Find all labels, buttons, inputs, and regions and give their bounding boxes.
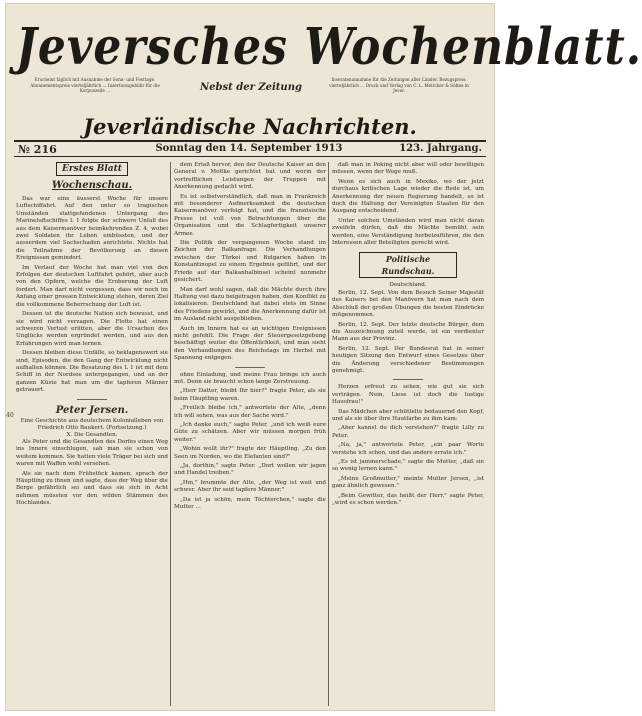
divider <box>77 399 107 400</box>
serial-paragraph: „Beim Gewitter, das heißt der Herr," sagte Peter, „wird es schon werden." <box>332 492 484 507</box>
divider <box>235 367 265 368</box>
margin-number: 40 <box>6 412 14 419</box>
column-2 <box>174 162 326 706</box>
top-rule <box>14 140 486 142</box>
article-paragraph: Das war eine äusserst Woche für unsere Luftschiffahrt. Auf den unter so tragischen Umständen stattgefundenen Untergang des Marineluftschiffes L 1 folgte der schwere Unfall des aus dem Kaisermanöver heimkehrenden Z. 4, wobei zwei Soldaten ihr Leben einbüssten, und der ausserdem viel Sachschaden anrichtete. Nichts hat die Teilnahme der Bevölkerung an diesen Ereignissen gemindert. <box>16 196 168 262</box>
article-paragraph: Auch im Innern hat es an wichtigen Ereignissen nicht gefehlt. Die Frage der Steuergesetzgebung beschäftigt weiter die Öffentlichkeit, und man sieht den Verhandlungen des Reichstags im Herbst mit Spannung entgegen. <box>174 325 326 362</box>
serial-paragraph: Als sie nach dem Frühstück kamen, sprach der Häuptling zu ihnen und sagte, dass der Weg über die Berge gefährlich sei und dass sie sich in Acht nehmen müssten vor den wilden Stämmen des Hochlandes. <box>16 470 168 507</box>
serial-paragraph: „Aber kannst du dich verstehen?" fragte Lilly zu Peter. <box>332 425 484 439</box>
serial-paragraph: Das Mädchen aber schüttelte bedauernd den Kopf, und als sie über ihre Hautfarbe zu ihm kam: <box>332 408 484 422</box>
column-3 <box>332 162 484 706</box>
volume-label: 123. Jahrgang. <box>399 143 482 154</box>
sub-heading: Deutschland. <box>389 282 427 289</box>
serial-paragraph: „Da ist ja schön, mein Töchterchen," sagte die Mutter ... <box>174 496 326 511</box>
article-paragraph: Dessen ist die deutsche Nation sich bewusst, und sie wird nicht verzagen. Die Flotte hat einen schweren Verlust erlitten, aber die Ursachen des Unglücks werden ergründet werden, und aus den Erfahrungen wird man lernen. <box>16 311 168 347</box>
article-paragraph: daß man in Peking nicht aber will oder bewilligen müssen, wenn der Wege muß. <box>332 162 484 176</box>
article-paragraph: Es ist selbstverständlich, daß man in Frankreich mit besonderer Aufmerksamkeit die deutschen Kaisermanöver verfolgt hat, und die französische Presse ist voll von Betrachtungen über die Organisation und die Schlagfertigkeit unserer Armee. <box>174 193 326 237</box>
masthead-title: Jeversches Wochenblatt. <box>16 18 642 77</box>
news-item: Berlin, 12. Sept. Von dem Besuch Seiner Majestät des Kaisers bei den Manövern hat man nach dem Abschluß der großen Übungen die besten Eindrücke mitgenommen. <box>332 289 484 319</box>
serial-title: Peter Jersen. <box>55 404 129 416</box>
masthead-left-notice: Erscheint täglich mit Ausnahme der Sonn- und Festtage. Abonnementspreis vierteljährlich ... Insertionsgebühr für die Korpuszeile ... <box>30 77 160 94</box>
column-1 <box>16 162 168 706</box>
bottom-rule <box>14 156 486 157</box>
section-box-heading: Erstes Blatt <box>56 162 128 176</box>
serial-paragraph: „Ja, dorthin," sagte Peter. „Dort wollen wir jagen und Handel treiben." <box>174 463 326 477</box>
serial-paragraph: „Meine Großmutter," meinte Mutter Jersen, „ist ganz ähnlich gewesen." <box>332 475 484 490</box>
serial-paragraph: „Es ist jammerschade," sagte die Mutter, „daß sie so wenig lernen kann." <box>332 459 484 473</box>
article-paragraph: Man darf wohl sagen, daß die Mächte durch ihre Haltung viel dazu beigetragen haben, den Konflikt zu lokalisieren. Deutschland hat dabei stets im Sinne des Friedens gewirkt, und die Anerkennung dafür ist im Ausland nicht ausgeblieben. <box>174 286 326 323</box>
article-paragraph: Dessen bleiben diese Unfälle, so beklagenswert sie sind, Episoden, die den Gang der Entwicklung nicht aufhalten können. Die Besatzung des L 1 ist mit dem Schiff in der Nordsee untergegangen, und an der ganzen Küste hat man um die tapferen Männer getrauert. <box>16 350 168 394</box>
serial-subtitle: Eine Geschichte aus deutschem Kolonialleben von Friedrich Otto Baukert. (Fortsetzung.) <box>20 417 164 431</box>
serial-paragraph: „Hm," brummte der Alte, „der Weg ist weit und schwer. Aber ihr seid tapfere Männer." <box>174 479 326 494</box>
article-paragraph: Wenn es sich auch in Mexiko, wo der jetzt durchaus kritischen Lage wieder die Rede ist, um Anerkennung der neuen Regierung handelt, so ist doch die Haltung der Vereinigten Staaten für den Ausgang entscheidend. <box>332 178 484 215</box>
masthead <box>6 4 642 112</box>
serial-chapter: X. Die Gesandten. <box>66 431 118 438</box>
serial-paragraph: Als Peter und die Gesandten des Dorfes einen Weg ins Innere einschlugen, sah man sie schon von weitem kommen. Sie hatten viele Träger bei sich und waren mit Waffen wohl versehen. <box>16 438 168 468</box>
masthead-right-notice: Inseratenannahme für die Zeitungen aller Länder. Bezugspreis: vierteljährlich ... Druck und Verlag von C. L. Mettcker & Söhne in Jever. <box>329 77 469 94</box>
serial-paragraph: „Ich danke euch," sagte Peter, „und ich weiß eure Güte zu schätzen. Aber wir müssen morgen früh weiter." <box>174 422 326 443</box>
serial-paragraph: „Herr Datter, bleibt Ihr hier?" fragte Peter, als sie beim Häuptling waren. <box>174 388 326 402</box>
masthead-subtitle: Jeverländische Nachrichten. <box>83 114 417 139</box>
serial-paragraph: Herzen erfreut zu sehen, wie gut sie sich verträgen. Nein, Liese ist doch die lustige Hausfrau!" <box>332 384 484 406</box>
article-paragraph: dem Erlaß hervor, den der Deutsche Kaiser an den General v. Moltke gerichtet hat und worin der vortrefflichen Leistungen der Truppen mit Anerkennung gedacht wird. <box>174 162 326 191</box>
issue-date: Sonntag den 14. September 1913 <box>155 143 343 154</box>
column-divider <box>170 162 171 706</box>
serial-paragraph: „Freilich bleibe ich," antwortete der Alte, „denn ich will sehen, was aus der Sache wird." <box>174 405 326 419</box>
dateline <box>14 143 486 156</box>
serial-paragraph: „Wohin wollt ihr?" fragte der Häuptling. „Zu den Seen im Norden, wo die Elefanten sind?" <box>174 446 326 460</box>
section-heading: Wochenschau. <box>51 180 133 191</box>
serial-paragraph: „Na, ja," antwortete Peter, „ein paar Worte verstehe ich schon, und das andere errate ich." <box>332 442 484 456</box>
section-box-heading: Politische Rundschau. <box>359 252 457 278</box>
news-item: Berlin, 12. Sept. Der Bundesrat hat in seiner heutigen Sitzung den Entwurf eines Gesetzes über die Änderung verschiedener Bestimmungen genehmigt. <box>332 345 484 374</box>
news-item: Berlin, 12. Sept. Der letzte deutsche Bürger, dem die Auszeichnung zuteil wurde, ist ein verdienter Mann aus der Provinz. <box>332 321 484 343</box>
article-paragraph: Die Politik der vergangenen Woche stand im Zeichen der Balkanfrage. Die Verhandlungen zwischen der Türkei und Bulgarien haben in Konstantinopel zu einem Ergebnis geführt, und der Friede auf der Balkanhalbinsel scheint nunmehr gesichert. <box>174 240 326 284</box>
article-paragraph: Im Verlauf der Woche hat man viel von den Erfolgen der deutschen Luftfahrt gehört, aber auch von den Opfern, welche die Eroberung der Luft fordert. Man darf nicht vergessen, dass wir noch im Anfang einer grossen Entwicklung stehen, deren Ziel die vollkommene Beherrschung der Luft ist. <box>16 264 168 308</box>
serial-paragraph: ohne Einladung, und meine Frau bringe ich auch mit. Denn sie braucht schon lange Zerstreuung. <box>174 371 326 385</box>
issue-number: № 216 <box>18 143 57 156</box>
article-paragraph: Unter solchen Umständen wird man nicht daran zweifeln dürfen, daß die Mächte bemüht sein werden, eine Verständigung herbeizuführen, die den Interessen aller Beteiligten gerecht wird. <box>332 217 484 247</box>
newspaper-page <box>6 4 642 710</box>
divider <box>393 379 423 380</box>
column-divider <box>328 162 329 706</box>
masthead-center-label: Nebst der Zeitung <box>200 82 302 93</box>
